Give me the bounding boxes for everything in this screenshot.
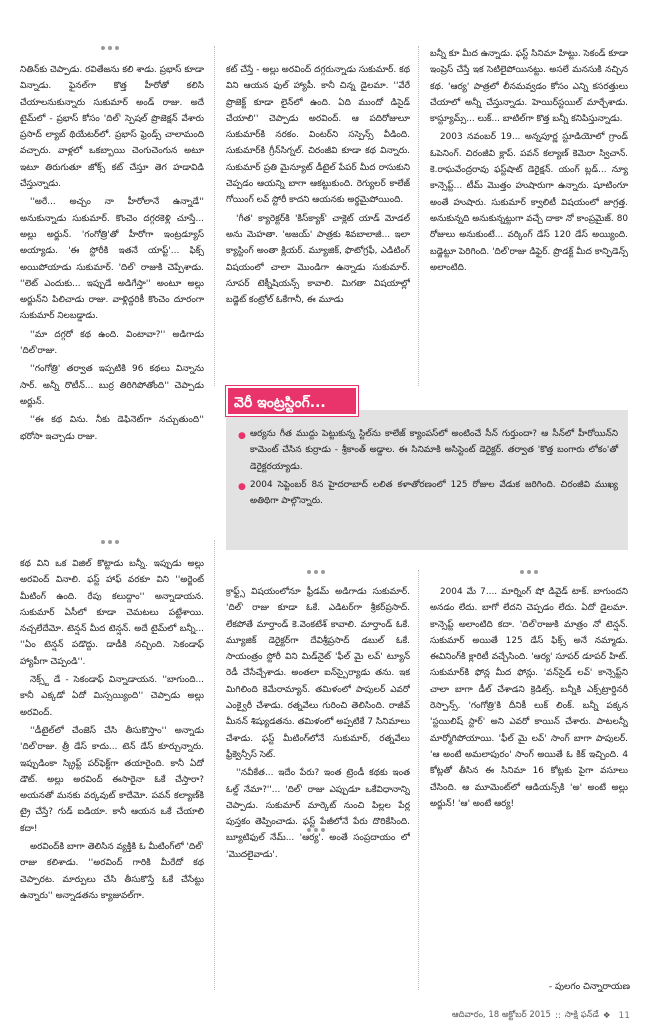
bullet-icon: ● [238,431,246,441]
section-divider [226,568,406,576]
trivia-box [226,410,628,550]
trivia-item [238,477,618,510]
paragraph: క్రాఫ్ట్స్ విషయంలోనూ ఫ్రీడమ్ అడిగాడు సుకుమార్. 'దిల్' రాజు కూడా ఓకే. ఎడిటర్‌గా శ్రీకర్‌ప్రసాద్. లేకపోతే మార్తాండ్ కె.వెంకటేశ్ కావాలి. మార్తాండ్ ఓకే. మ్యూజిక్ డెరైక్టర్‌గా దేవిశ్రీప్రసాద్ డబుల్ ఓకే. సాయంత్రం స్టోరీ విని మిడ్‌నైట్ 'ఫీల్ మై లవ్' ట్యూన్ రెడీ చేసేచ్చేశాడు. అంతలా ఐన్‌స్పైర్యాడు తను. ఇక మిగిలింది కెమేరామ్యాన్. తమిళంలో పాపులర్ ఎవరో ఎంక్వైరీ చేశాడు. రత్నవేలు గురించి తెలిసింది. రాజీవ్ మీనన్ శిష్యుడతను. తమిళంలో అప్పటికే 7 సినిమాలు చేశాడు. ఫస్ట్ మీటింగ్‌లోనే సుకుమార్, రత్నవేలు ఫ్రీక్వెన్సీస్ సెట్. [226,587,410,760]
article-column-1-bottom [20,556,204,996]
article-column-2-bottom [226,584,410,996]
trivia-item [238,426,618,475]
trivia-text: ఆర్యను గీత ముద్దు పెట్టుకున్న స్టిల్‌ను కాలేజ్ క్యాంపస్‌లో అంటించే సీన్ గుర్తుందా? ఆ సీన్‌లో హీరోయిన్‌ని కామెంట్ చేసిన కుర్రాడు - శ్రీకాంత్ అడ్డాల. ఈ సినిమాకి అసిస్టెంట్ డెరైక్టర్. తర్వాత 'కొత్త బంగారు లోకం'తో డెరైక్టరయ్యాడు. [250,429,618,472]
section-divider [20,44,200,52]
article-column-3-bottom [430,584,628,978]
paragraph: నితిన్‌కు చెప్పాడు. రవితేజను కలి శాడు. ప్రభాస్ కూడా విన్నాడు. ఫైనల్‌గా కొత్త హీరోతో కలిసి చేయాలనుకున్నారు సుకుమార్ అండ్ రాజు. అదే టైమ్‌లో - ప్రభాస్ కోసం 'దిల్' స్పెషల్ ప్రొజెక్షన్ వేశారు ప్రసాద్ ల్యాబ్ థియేటర్‌లో. ప్రభాస్ ఫ్రెండ్స్ చాలామంది వచ్చారు. వాళ్లలో ఒకబ్బాయి చెంగుచెంగున అటూ ఇటూ తిరుగుతూ జోక్స్ కట్ చేస్తూ తెగ హడావిడి చేస్తున్నాడు. [20,65,204,190]
paragraph: ''ఈ కథ విను. నీకు డెఫినెట్‌గా నచ్చుతుంది'' భరోసా ఇచ్చాడు రాజు. [20,415,204,442]
diamond-ornament-icon: ❖ [602,1011,611,1021]
paragraph: 2004 మే 7.... మార్నింగ్ షో డివైడ్ టాక్. బాగుందని అనడం లేదు. బాగో లేదని చెప్పడం లేదు. ఏదో డైలమా. కాన్సెప్ట్ అలాంటిది కదా. 'దిల్'రాజుకి మాత్రం నో టెన్షన్. సుకుమార్ అయితే 125 డేస్ ఫిక్స్ అనే నమ్మాడు. ఈవినింగ్‌కి క్లారిటీ వచ్చేసింది. 'ఆర్య' సూపర్ డూపర్ హిట్. సుకుమార్‌కి ఫోన్ల మీద ఫోన్లు. 'వన్‌సైడ్ లవ్' కాన్సెప్ట్‌ని చాలా బాగా డీల్ చేశాడని క్రెడిట్స్. బన్నీకి ఎక్స్‌ట్రార్డినరీ రెస్పాన్స్. 'గంగోత్రి'కి దీనికీ లుక్ లింక్. బన్నీ పక్కన 'స్టయిలిష్ స్టార్' అని ఎవరో కాయిన్ చేశారు. పాటలన్నీ మార్మోగిపోయాయి. 'ఫీల్ మై లవ్' సాంగ్ బాగా పాపులర్. 'ఆ అంటే అమలాపురం' సాంగ్ అయితే ఓ కిక్ ఇచ్చింది. 4 కోట్లతో తీసిన ఈ సినిమా 16 కోట్లకు పైగా వసూలు చేసింది. ఆ మూమెంట్‌లో ఆడియన్స్‌కి 'అ' అంటే అల్లు అర్జున్! 'ఆ' అంటే ఆర్య! [430,587,628,809]
paragraph: ''నవీకేత... ఇదేం పేరు? ఇంత ట్రెండీ కథకు ఇంత ఓల్డ్ నేమా?''... 'దిల్' రాజు ఎప్పుడూ ఒకేవిధానాన్ని చెప్పాడు. సుకుమార్ మార్కెట్ నుంచి పిల్లల పేర్ల పుస్తకం తెప్పించాడు. ఫస్ట్ పేజీలోనే పేరు దొరికేసింది. బ్యూటిఫుల్ నేమ్... 'ఆర్య'. అంతే సంప్రదాయం లో 'మొదలైవాడు'. [226,768,410,860]
bullet-icon: ● [238,481,246,492]
article-column-1-top [20,62,204,534]
section-divider [430,568,628,576]
trivia-list [238,426,618,509]
footer-brand: సాక్షి ఫన్‌డే [564,1010,599,1020]
paragraph: 2003 నవంబర్ 19... అన్నపూర్ణ స్టూడియోలో గ్రాండ్ ఓపెనింగ్. చిరంజీవి క్లాప్. పవన్ కల్యాణ్ కెమెరా స్విచాన్. కె.రాఘవేంద్రరావు ఫస్ట్‌షాట్ డెరైక్షన్. యంగ్ బ్లడ్... న్యూ కాన్సెప్ట్... టీమ్ మొత్తం హుషారుగా ఉన్నారు. షూటింగూ అంతే హుషారు. సుకుమార్ క్వాలిటీ విషయంలో జాగ్రత్త. అనుకున్నది అనుకున్నట్టుగా వచ్చే దాకా నో కాంప్రమైజ్. 80 రోజులు అనుకుంటే... వర్కింగ్ డేస్ 120 డేస్ అయ్యింది. బడ్జెట్టూ పెరిగింది. 'దిల్'రాజు డిఫైర్. ప్రొడక్ట్ మీద కాన్ఫిడెన్స్ అలాంటిది. [430,132,628,273]
paragraph: కట్ చేస్తే - అల్లు అరవింద్ దగ్గరున్నాడు సుకుమార్. కథ విని ఆయన ఫుల్ హ్యాపీ. కానీ చిన్న డైలమా. ''వేరే ప్రొజెక్ట్ కూడా లైన్‌లో ఉంది. ఏది ముందో డిసైడ్ చేయాలి'' చెప్పాడు అరవింద్. ఆ పదిరోజులూ సుకుమార్‌కి నరకం. వింటర్‌ని సస్పెన్స్ వీడింది. సుకుమార్‌కి గ్రీన్‌సిగ్నల్. చిరంజీవి కూడా కథ విన్నారు. సుకుమార్ ప్రతి మైన్యూట్ డీటైల్ పేపర్ మీద రాసుకుని చెప్పడం ఆయన్ని బాగా ఆకట్టుకుంది. రెగ్యులర్ కాలేజ్ గోయింగ్ లవ్ స్టోరీ కాదని ఆయనకు అర్థమైపోయింది. [226,65,410,206]
column-rule [214,46,215,386]
page-number: 11 [618,1011,630,1021]
article-column-2-top [226,62,410,378]
page-footer [380,1010,630,1022]
paragraph: నెక్స్ట్ డే - సెకండాఫ్ విన్నాడాయన. ''బాగుంది... కానీ ఎక్కడో ఏదో మిస్సయ్యింది'' చెప్పాడు అల్లు అరవింద్. [20,675,204,718]
footer-separator: :: [554,1011,561,1021]
column-rule [418,570,419,990]
paragraph: ''గంగోత్రి' తర్వాత ఇప్పటికి 96 కథలు విన్నాను సార్. అన్నీ రొటీన్... బుర్ర తిరిగిపోతోంది'' చెప్పాడు అర్జున్. [20,364,204,407]
paragraph: కథ విని ఒక విజిల్ కొట్టాడు బన్నీ. ఇప్పుడు అల్లు అరవింద్ వినాలి. ఫస్ట్ హాఫ్ వరకూ విని ''అర్జెంట్ మీటింగ్ ఉంది. రేపు కలుద్దాం'' అన్నాడాయన. సుకుమార్ ఏసీలో కూడా చెమటలు పట్టేశాయి. నచ్చలేదేమో. టెన్షన్ మీద టెన్షన్. అదే టైమ్‌లో బన్నీ... ''ఏం టెన్షన్ పడొద్దు. డాడీకి నచ్చింది. సెకండాఫ్ హ్యాపీగా చెప్పండి''. [20,559,204,667]
article-column-3-top [430,46,628,378]
paragraph: ''మా దగ్గరో కథ ఉంది. వింటావా?'' అడిగాడు 'దిల్'రాజు. [20,329,204,357]
column-rule [418,46,419,386]
column-rule [214,540,215,990]
paragraph: ''అరే... అచ్చం నా హీరోలానే ఉన్నాడే'' అనుకున్నాడు సుకుమార్. కొంచెం దగ్గరకెళ్లి చూస్తే... అల్లు అర్జున్. 'గంగోత్రి'తో హీరోగా ఇంట్రడ్యూస్ అయ్యాడు. 'ఈ స్టోరీకి ఇతనే యాప్ట్'... ఫిక్స్ అయిపోయాడు సుకుమార్. 'దిల్' రాజుకి చెప్పేశాడు. ''లెట్ ఎందుకు... ఇప్పుడే అడిగేస్తా'' అంటూ అల్లు అర్జున్‌ని పిలిచాడు రాజు. వాళ్లిద్దరికీ కొంచెం దూరంగా సుకుమార్ నిలబడ్డాడు. [20,197,204,322]
author-byline: - పులగం చిన్నారాయణ [548,982,630,992]
section-divider [20,538,200,546]
paragraph: అరవింద్‌కి బాగా తెలిసిన వ్యక్తికి ఓ మీటింగ్‌లో 'దిల్' రాజు కలిశాడు. ''అరవింద్ గారికి మీరేదో కథ చెప్పారట. మార్పులు చేసి తీసుకొస్తే ఓకే చేసేట్టు ఉన్నారు'' అన్నాడతను క్యాజువల్‌గా. [20,842,204,901]
paragraph: బన్నీ కూ మీద ఉన్నాడు. ఫస్ట్ సినిమా హిట్టు. సెకండ్ కూడా ఇంప్రెస్ చేస్తే ఇక సెటిలైపోయినట్టు. అసలే మనసుకి నచ్చిన కథ. 'ఆర్య' పాత్రలో లీనమవ్వడం కోసం ఎన్ని కసరత్తులు చేయాలో అన్నీ చేస్తున్నాడు. హెయిర్‌స్టయిల్ మార్చేశాడు. కాస్ట్యూమ్స్... లుక్... బాటిల్‌గా కొత్త బన్నీ కనిపిస్తున్నాడు. [430,49,628,125]
trivia-box-title: వెరీ ఇంట్రస్టింగ్... [226,386,358,416]
paragraph: ''డీటైల్‌లో చేంజెస్ చేసి తీసుకొస్తాం'' అన్నాడు 'దిల్'రాజు. త్రీ డేస్ కాదు... టెన్ డేస్ కూర్చున్నారు. ఇప్పుడింకా స్క్రిప్ట్ పర్‌ఫెక్ట్‌గా తయారైంది. కానీ ఏదో డౌట్. అల్లు అరవింద్ ఈసారైనా ఓకే చేస్తారా? అయనతో మనకు వర్కవుట్ కాదేమో. పవన్ కల్యాణ్‌కి ట్రై చేస్తే? గుడ్ ఐడియా. కానీ ఆయన ఒకే చేయాలి కదా! [20,725,204,834]
footer-date: ఆదివారం, 18 అక్టోబర్ 2015 [451,1010,551,1020]
paragraph: 'గీత' క్యారెక్టర్‌కి 'కిస్‌క్యాక్' చాక్లెట్ యాడ్ మోడల్ అను మెహతా. 'అజయ్' పాత్రకు శివబాలాజీ... ఇలా క్యాస్టింగ్ అంతా క్లియర్. మ్యూజిక్, ఫొటోగ్రఫీ, ఎడిటింగ్ విషయంలో చాలా మొండిగా ఉన్నాడు సుకుమార్. సూపర్ టెక్నీషియన్స్ కావాలి. మిగతా విషయాల్లో బడ్జెట్ కంట్రోల్ ఓకేగానీ, ఈ మూడు [226,213,410,306]
trivia-text: 2004 సెప్టెంబర్ 8న హైదరాబాద్ లలిత కళాతోరణంలో 125 రోజుల వేడుక జరిగింది. చిరంజీవి ముఖ్య అతిథిగా పాల్గొన్నారు. [250,479,618,507]
